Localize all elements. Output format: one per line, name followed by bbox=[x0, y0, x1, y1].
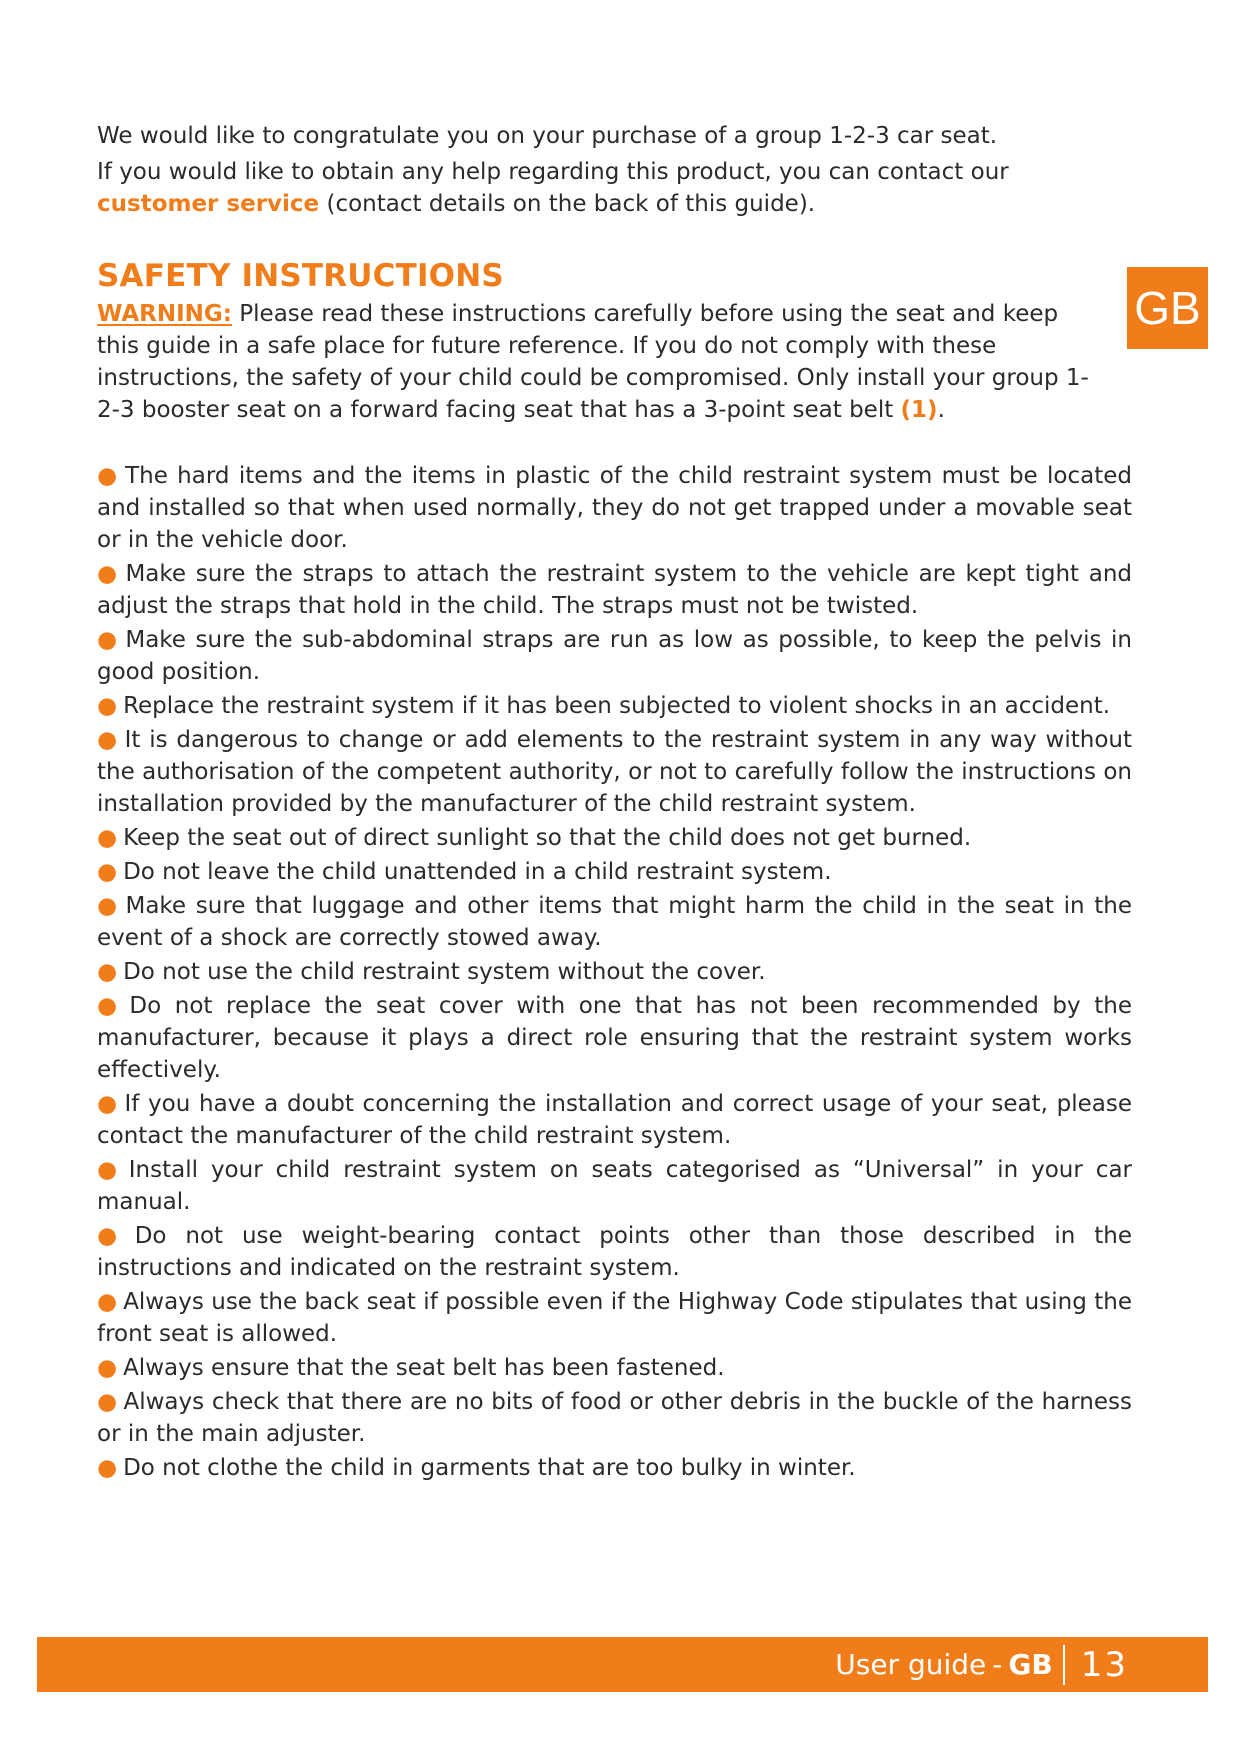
safety-bullet-item bbox=[97, 558, 1132, 622]
bullet-dot-icon: ● bbox=[97, 693, 118, 719]
intro-line-2 bbox=[97, 156, 1132, 220]
safety-bullet-item bbox=[97, 890, 1132, 954]
safety-bullet-item bbox=[97, 690, 1132, 722]
safety-bullet-list bbox=[97, 460, 1132, 1484]
bullet-dot-icon: ● bbox=[97, 561, 120, 587]
bullet-dot-icon: ● bbox=[97, 1091, 119, 1117]
bullet-text: It is dangerous to change or add elements to the restraint system in any way without the authorisation of the competent authority, or not to carefully follow the instructions on installation provided by the manufacturer of the child restraint system. bbox=[97, 727, 1132, 817]
intro-section bbox=[97, 120, 1132, 220]
bullet-dot-icon: ● bbox=[97, 959, 118, 985]
warning-end: . bbox=[937, 397, 945, 423]
bullet-dot-icon: ● bbox=[97, 1355, 118, 1381]
bullet-dot-icon: ● bbox=[97, 993, 124, 1019]
bullet-text: Make sure the straps to attach the restraint system to the vehicle are kept tight and adjust the straps that hold in the child. The straps must not be twisted. bbox=[97, 561, 1133, 619]
bullet-text: Make sure the sub-abdominal straps are run as low as possible, to keep the pelvis in good position. bbox=[97, 627, 1133, 685]
bullet-text: Do not use the child restraint system without the cover. bbox=[123, 959, 766, 985]
bullet-text: Do not use weight-bearing contact points other than those described in the instructions and indicated on the restraint system. bbox=[97, 1223, 1132, 1281]
bullet-text: Do not clothe the child in garments that are too bulky in winter. bbox=[123, 1455, 856, 1481]
language-tab-gb: GB bbox=[1127, 267, 1208, 349]
footer-text bbox=[835, 1637, 1128, 1692]
safety-bullet-item bbox=[97, 822, 1132, 854]
footer-label: User guide bbox=[835, 1648, 987, 1681]
safety-bullet-item bbox=[97, 1154, 1132, 1218]
warning-text: Please read these instructions carefully before using the seat and keep this guide in a safe place for future reference. If you do not comply with these instructions, the safety of your child could be compromised. Only install your group 1-2-3 booster seat on a forward facing seat that has a 3-point seat belt bbox=[97, 301, 1089, 423]
footer-language: GB bbox=[1008, 1648, 1053, 1681]
safety-bullet-item bbox=[97, 1386, 1132, 1450]
safety-bullet-item bbox=[97, 1088, 1132, 1152]
intro-line-1: We would like to congratulate you on your purchase of a group 1-2-3 car seat. bbox=[97, 123, 998, 149]
warning-paragraph bbox=[97, 298, 1097, 426]
customer-service-link: customer service bbox=[97, 191, 320, 217]
bullet-dot-icon: ● bbox=[97, 1223, 129, 1249]
safety-bullet-item bbox=[97, 460, 1132, 556]
bullet-text: Install your child restraint system on seats categorised as “Universal” in your car manual. bbox=[97, 1157, 1132, 1215]
bullet-text: If you have a doubt concerning the installation and correct usage of your seat, please contact the manufacturer of the child restraint system. bbox=[97, 1091, 1132, 1149]
bullet-text: Always check that there are no bits of food or other debris in the buckle of the harness or in the main adjuster. bbox=[97, 1389, 1132, 1447]
footer-divider bbox=[1063, 1645, 1065, 1685]
bullet-text: Replace the restraint system if it has been subjected to violent shocks in an accident. bbox=[123, 693, 1111, 719]
safety-bullet-item bbox=[97, 1220, 1132, 1284]
safety-bullet-item bbox=[97, 956, 1132, 988]
bullet-text: Always ensure that the seat belt has been fastened. bbox=[123, 1355, 725, 1381]
intro-line-2-text: If you would like to obtain any help regarding this product, you can contact our bbox=[97, 159, 1009, 185]
safety-bullet-item bbox=[97, 1352, 1132, 1384]
bullet-text: Keep the seat out of direct sunlight so that the child does not get burned. bbox=[123, 825, 972, 851]
safety-instructions-heading: SAFETY INSTRUCTIONS bbox=[97, 258, 504, 294]
bullet-dot-icon: ● bbox=[97, 825, 118, 851]
bullet-dot-icon: ● bbox=[97, 463, 120, 489]
safety-bullet-item bbox=[97, 1452, 1132, 1484]
bullet-dot-icon: ● bbox=[97, 893, 120, 919]
footer-bar bbox=[37, 1637, 1208, 1692]
bullet-dot-icon: ● bbox=[97, 1289, 118, 1315]
bullet-text: The hard items and the items in plastic of the child restraint system must be located and installed so that when used normally, they do not get trapped under a movable seat or in the vehicle door. bbox=[97, 463, 1132, 553]
page-number: 13 bbox=[1080, 1644, 1128, 1685]
footer-separator: - bbox=[992, 1648, 1003, 1681]
bullet-text: Do not leave the child unattended in a child restraint system. bbox=[123, 859, 832, 885]
warning-label: WARNING: bbox=[97, 301, 232, 327]
bullet-text: Always use the back seat if possible even if the Highway Code stipulates that using the front seat is allowed. bbox=[97, 1289, 1132, 1347]
bullet-dot-icon: ● bbox=[97, 627, 120, 653]
safety-bullet-item bbox=[97, 990, 1132, 1086]
bullet-dot-icon: ● bbox=[97, 859, 118, 885]
figure-reference: (1) bbox=[900, 397, 938, 423]
safety-bullet-item bbox=[97, 856, 1132, 888]
page-content bbox=[97, 120, 1132, 1486]
bullet-text: Do not replace the seat cover with one that has not been recommended by the manufacturer, because it plays a direct role ensuring that the restraint system works effectively. bbox=[97, 993, 1132, 1083]
bullet-dot-icon: ● bbox=[97, 1455, 118, 1481]
bullet-dot-icon: ● bbox=[97, 1389, 118, 1415]
bullet-dot-icon: ● bbox=[97, 1157, 123, 1183]
bullet-dot-icon: ● bbox=[97, 727, 119, 753]
safety-bullet-item bbox=[97, 624, 1132, 688]
intro-line-2-end: (contact details on the back of this guide). bbox=[319, 191, 816, 217]
bullet-text: Make sure that luggage and other items that might harm the child in the seat in the event of a shock are correctly stowed away. bbox=[97, 893, 1132, 951]
safety-bullet-item bbox=[97, 724, 1132, 820]
safety-bullet-item bbox=[97, 1286, 1132, 1350]
